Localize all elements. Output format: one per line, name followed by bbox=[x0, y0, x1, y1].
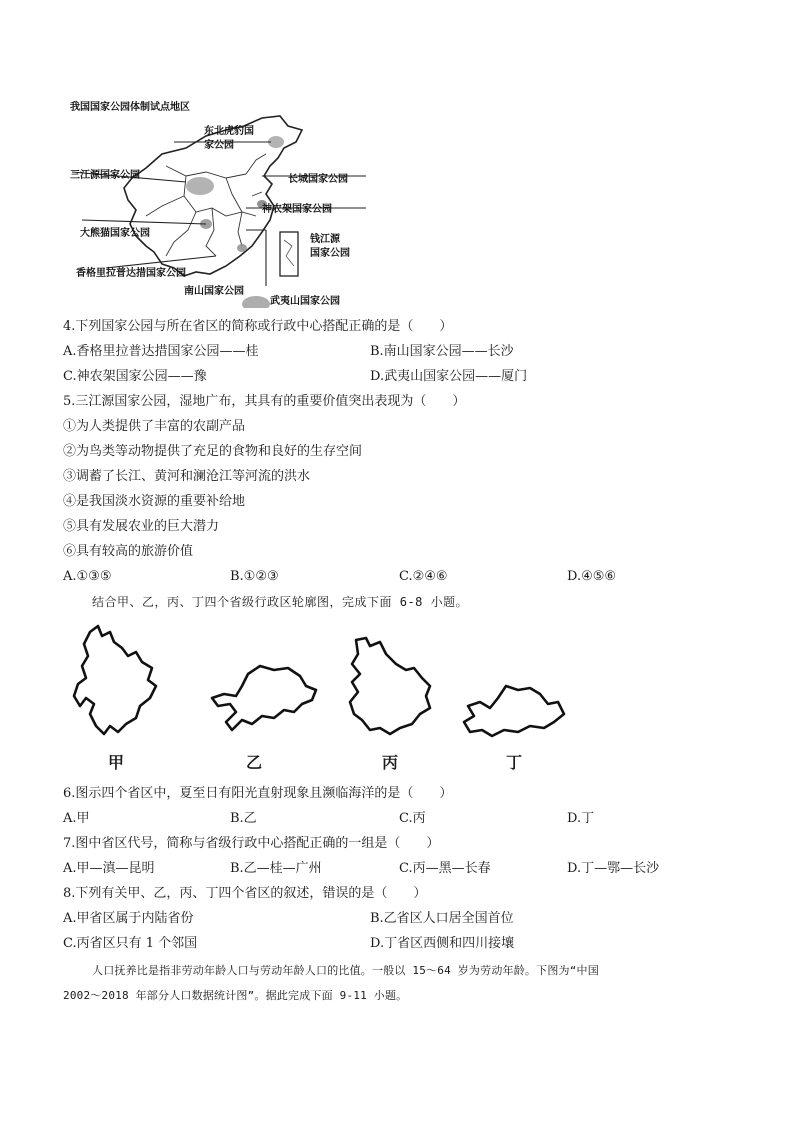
label-qianjiangyuan-2: 国家公园 bbox=[310, 248, 350, 259]
q5-item-2: ②为鸟类等动物提供了充足的食物和良好的生存空间 bbox=[63, 444, 363, 459]
q6-option-c: C.丙 bbox=[399, 811, 426, 826]
question-7-stem: 7.图中省区代号，简称与省级行政中心搭配正确的一组是（ ） bbox=[63, 836, 440, 851]
q8-option-a: A.甲省区属于内陆省份 bbox=[63, 911, 194, 926]
q4-option-a: A.香格里拉普达措国家公园——桂 bbox=[63, 344, 259, 359]
intro-6-8: 结合甲、乙，丙、丁四个省级行政区轮廓图，完成下面 6-8 小题。 bbox=[92, 595, 469, 609]
q5-item-4: ④是我国淡水资源的重要补给地 bbox=[63, 494, 246, 509]
label-xianggelila: 香格里拉普达措国家公园 bbox=[76, 268, 186, 279]
intro-9-11-line-1: 人口抚养比是指非劳动年龄人口与劳动年龄人口的比值。一般以 15～64 岁为劳动年龄。下图为“中国 bbox=[92, 964, 599, 977]
q5-item-1: ①为人类提供了丰富的农副产品 bbox=[63, 419, 246, 434]
q8-option-b: B.乙省区人口居全国首位 bbox=[370, 911, 514, 926]
intro-9-11-line-2: 2002～2018 年部分人口数据统计图”。据此完成下面 9-11 小题。 bbox=[63, 989, 408, 1002]
q7-option-b: B.乙—桂—广州 bbox=[230, 861, 322, 876]
province-label-bing: 丙 bbox=[382, 753, 399, 772]
q5-option-c: C.②④⑥ bbox=[399, 569, 448, 584]
province-label-jia: 甲 bbox=[108, 753, 125, 772]
q7-option-c: C.丙—黑—长春 bbox=[399, 861, 491, 876]
q4-option-b: B.南山国家公园——长沙 bbox=[370, 344, 514, 359]
province-label-yi: 乙 bbox=[246, 753, 263, 772]
q6-option-a: A.甲 bbox=[63, 811, 90, 826]
q4-option-c: C.神农架国家公园——豫 bbox=[63, 369, 207, 384]
province-outline-ding bbox=[460, 680, 570, 744]
q5-item-3: ③调蓄了长江、黄河和澜沧江等河流的洪水 bbox=[63, 469, 311, 484]
label-shennongjia: 神农架国家公园 bbox=[262, 204, 332, 215]
q7-option-a: A.甲—滇—昆明 bbox=[63, 861, 155, 876]
label-daxiongmao: 大熊猫国家公园 bbox=[80, 228, 150, 239]
label-wuyishan: 武夷山国家公园 bbox=[270, 296, 340, 307]
question-6-stem: 6.图示四个省区中，夏至日有阳光直射现象且濒临海洋的是（ ） bbox=[63, 786, 453, 801]
question-8-stem: 8.下列有关甲、乙，丙、丁四个省区的叙述，错误的是（ ） bbox=[63, 886, 427, 901]
map-title: 我国国家公园体制试点地区 bbox=[70, 102, 190, 113]
province-label-ding: 丁 bbox=[506, 753, 523, 772]
q4-option-d: D.武夷山国家公园——厦门 bbox=[370, 369, 528, 384]
q8-option-c: C.丙省区只有 1 个邻国 bbox=[63, 936, 198, 951]
q6-option-d: D.丁 bbox=[567, 811, 595, 826]
national-parks-map bbox=[66, 96, 366, 308]
question-4-stem: 4.下列国家公园与所在省区的简称或行政中心搭配正确的是（ ） bbox=[63, 319, 453, 334]
province-outline-bing bbox=[340, 634, 440, 740]
q5-option-d: D.④⑤⑥ bbox=[567, 569, 617, 584]
label-changcheng: 长城国家公园 bbox=[288, 174, 348, 185]
q5-option-b: B.①②③ bbox=[230, 569, 279, 584]
label-dongbeihubao: 东北虎豹国 bbox=[204, 126, 254, 137]
q7-option-d: D.丁—鄂—长沙 bbox=[567, 861, 660, 876]
label-qianjiangyuan: 钱江源 bbox=[310, 234, 340, 245]
q5-option-a: A.①③⑤ bbox=[63, 569, 112, 584]
q8-option-d: D.丁省区西侧和四川接壤 bbox=[370, 936, 515, 951]
question-5-stem: 5.三江源国家公园，湿地广布，其具有的重要价值突出表现为（ ） bbox=[63, 394, 466, 409]
label-nanshan: 南山国家公园 bbox=[184, 286, 244, 297]
label-sanjiangyuan: 三江源国家公园 bbox=[70, 170, 140, 181]
province-outline-jia bbox=[66, 622, 166, 744]
q5-item-5: ⑤具有发展农业的巨大潜力 bbox=[63, 519, 220, 534]
label-dongbeihubao-2: 家公园 bbox=[204, 140, 234, 151]
province-outline-yi bbox=[208, 660, 328, 740]
q5-item-6: ⑥具有较高的旅游价值 bbox=[63, 544, 194, 559]
q6-option-b: B.乙 bbox=[230, 811, 257, 826]
